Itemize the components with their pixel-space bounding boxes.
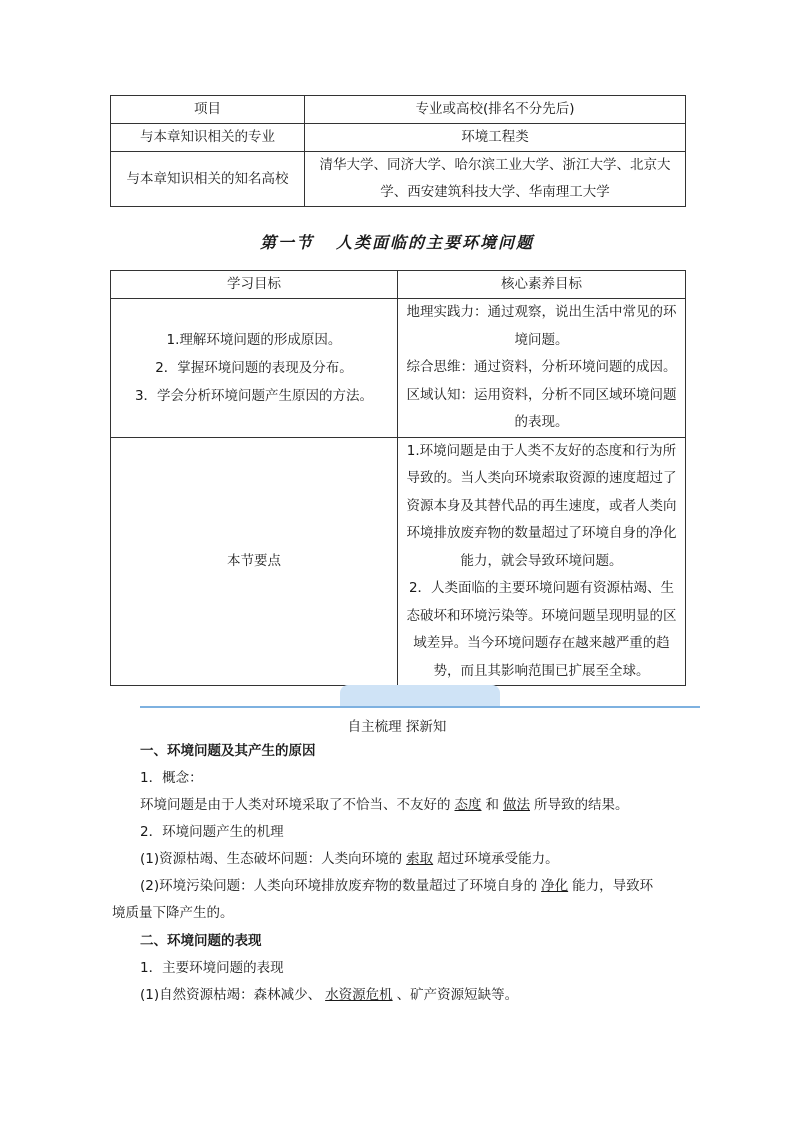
concept-paragraph: 环境问题是由于人类对环境采取了不恰当、不友好的 态度 和 做法 所导致的结果。	[140, 797, 629, 813]
objectives-table	[110, 270, 686, 686]
table-row	[111, 96, 686, 124]
section-title	[0, 230, 794, 253]
blank-answer: 净化	[541, 878, 569, 894]
core-item: 地理实践力：通过观察，说出生活中常见的环境问题。	[406, 304, 677, 348]
table-header-cell: 专业或高校(排名不分先后)	[305, 96, 686, 124]
goal-item: 2．掌握环境问题的表现及分布。	[155, 359, 353, 376]
core-item: 综合思维：通过资料，分析环境问题的成因。	[406, 359, 677, 375]
learning-goals-cell	[111, 299, 398, 438]
blank-answer: 做法	[503, 797, 530, 813]
mechanism-item-cont: 境质量下降产生的。	[112, 905, 234, 921]
blank-answer: 态度	[454, 797, 482, 813]
table-row	[111, 299, 686, 438]
mechanism-item: (2)环境污染问题：人类向环境排放废弃物的数量超过了环境自身的 净化 能力，导致环	[140, 878, 654, 894]
banner-label: 自主梳理 探新知	[347, 719, 447, 735]
banner-tab	[340, 685, 500, 707]
blank-answer: 索取	[406, 851, 434, 867]
table-cell: 清华大学、同济大学、哈尔滨工业大学、浙江大学、北京大学、西安建筑科技大学、华南理工大学	[305, 152, 686, 207]
table-header-cell: 核心素养目标	[398, 271, 686, 299]
majors-universities-table	[110, 95, 686, 207]
heading-manifestations: 二、环境问题的表现	[140, 933, 262, 949]
key-point: 1.环境问题是由于人类不友好的态度和行为所导致的。当人类向环境索取资源的速度超过了资源本身及其替代品的再生速度，或者人类向环境排放废弃物的数量超过了环境自身的净化能力，就会导致环境问题。	[406, 442, 677, 569]
banner-divider	[140, 706, 700, 708]
goal-item: 1.理解环境问题的形成原因。	[166, 331, 342, 348]
table-row	[111, 152, 686, 207]
core-literacy-cell	[398, 299, 686, 438]
key-point: 2．人类面临的主要环境问题有资源枯竭、生态破坏和环境污染等。环境问题呈现明显的区域差异。当今环境问题存在越来越严重的趋势，而且其影响范围已扩展至全球。	[406, 580, 677, 679]
table-row	[111, 124, 686, 152]
section-number: 第一节	[259, 233, 314, 252]
blank-answer: 水资源危机	[325, 987, 393, 1003]
issue-item: (1)自然资源枯竭：森林减少、 水资源危机 、矿产资源短缺等。	[140, 987, 519, 1003]
table-header-cell: 项目	[111, 96, 305, 124]
subheading-concept: 1．概念：	[140, 770, 203, 786]
core-item: 区域认知：运用资料，分析不同区域环境问题的表现。	[406, 386, 677, 430]
mechanism-item: (1)资源枯竭、生态破坏问题：人类向环境的 索取 超过环境承受能力。	[140, 851, 559, 867]
key-points-cell	[398, 437, 686, 686]
subheading-mechanism: 2．环境问题产生的机理	[140, 824, 284, 840]
subheading-main-issues: 1．主要环境问题的表现	[140, 960, 284, 976]
heading-causes: 一、环境问题及其产生的原因	[140, 743, 316, 759]
key-points-label: 本节要点	[111, 437, 398, 686]
table-cell: 与本章知识相关的知名高校	[111, 152, 305, 207]
table-row	[111, 437, 686, 686]
table-cell: 与本章知识相关的专业	[111, 124, 305, 152]
table-cell: 环境工程类	[305, 124, 686, 152]
table-row	[111, 271, 686, 299]
goal-item: 3．学会分析环境问题产生原因的方法。	[134, 387, 374, 404]
table-header-cell: 学习目标	[111, 271, 398, 299]
section-name: 人类面临的主要环境问题	[336, 233, 535, 252]
